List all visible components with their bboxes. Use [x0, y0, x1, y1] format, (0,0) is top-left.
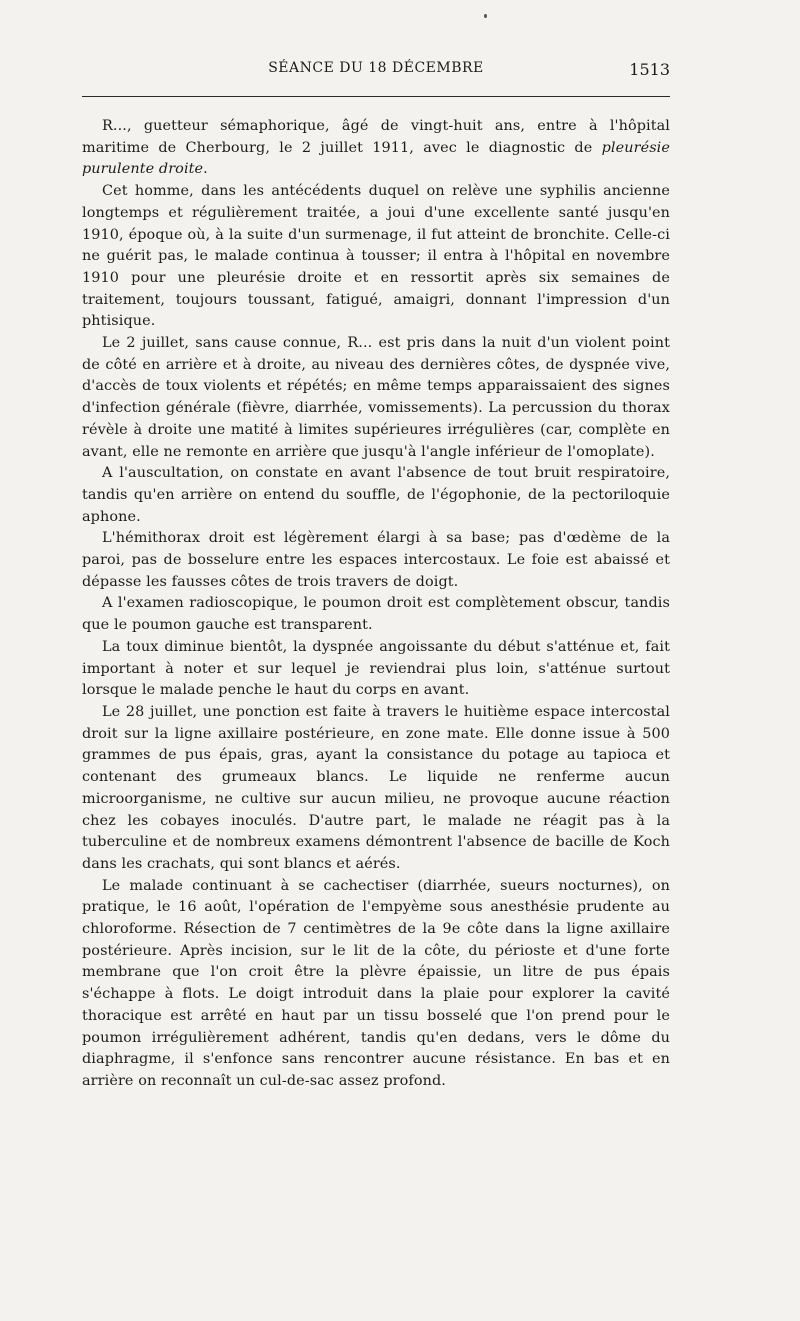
paragraph-4: A l'auscultation, on constate en avant l'absence de tout bruit respiratoire, tandis qu'en arrière on entend du souffle, de l'égophonie, de la pectoriloquie aphone. — [82, 465, 670, 525]
paragraph-2: Cet homme, dans les antécédents duquel on relève une syphilis ancienne longtemps et régulièrement traitée, a joui d'une excellente santé jusqu'en 1910, époque où, à la suite d'un surmenage, il fut atteint de bronchite. Celle-ci ne guérit pas, le malade continua à tousser; il entra à l'hôpital en novembre 1910 pour une pleurésie droite et en ressortit après six semaines de traitement, toujours toussant, fatigué, amaigri, donnant l'impression d'un phtisique. — [82, 183, 670, 330]
paragraph-6: A l'examen radioscopique, le poumon droit est complètement obscur, tandis que le poumon gauche est transparent. — [82, 595, 670, 634]
body-text — [82, 116, 670, 1093]
running-title: SÉANCE DU 18 DÉCEMBRE — [268, 60, 484, 76]
paragraph-1 — [82, 116, 670, 181]
header-rule — [82, 96, 670, 97]
paragraph-5: L'hémithorax droit est légèrement élargi à sa base; pas d'œdème de la paroi, pas de bosselure entre les espaces intercostaux. Le foie est abaissé et dépasse les fausses côtes de trois travers de doigt. — [82, 530, 670, 590]
paragraph-8: Le 28 juillet, une ponction est faite à travers le huitième espace intercostal droit sur la ligne axillaire postérieure, en zone mate. Elle donne issue à 500 grammes de pus épais, gras, ayant la consistance du potage au tapioca et contenant des grumeaux blancs. Le liquide ne renferme aucun microorganisme, ne cultive sur aucun milieu, ne provoque aucune réaction chez les cobayes inoculés. D'autre part, le malade ne réagit pas à la tuberculine et de nombreux examens démontrent l'absence de bacille de Koch dans les crachats, qui sont blancs et aérés. — [82, 703, 670, 872]
document-page — [82, 0, 670, 1321]
page-number: 1513 — [629, 60, 670, 79]
page-header — [82, 60, 670, 82]
paragraph-1-end: . — [203, 161, 208, 178]
paragraph-3: Le 2 juillet, sans cause connue, R... est pris dans la nuit d'un violent point de côté en arrière et à droite, au niveau des dernières côtes, de dyspnée vive, d'accès de toux violents et répétés; en même temps apparaissaient des signes d'infection générale (fièvre, diarrhée, vomissements). La percussion du thorax révèle à droite une matité à limites supérieures irrégulières (car, complète en avant, elle ne remonte en arrière que jusqu'à l'angle inférieur de l'omoplate). — [82, 335, 670, 460]
paragraph-9: Le malade continuant à se cachectiser (diarrhée, sueurs nocturnes), on pratique, le 16 août, l'opération de l'empyème sous anesthésie prudente au chloroforme. Résection de 7 centimètres de la 9e côte dans la ligne axillaire postérieure. Après incision, sur le lit de la côte, du périoste et d'une forte membrane que l'on croit être la plèvre épaissie, un litre de pus épais s'échappe à flots. Le doigt introduit dans la plaie pour explorer la cavité thoracique est arrêté en haut par un tissu bosselé que l'on prend pour le poumon irrégulièrement adhérent, tandis qu'en dedans, vers le dôme du diaphragme, il s'enfonce sans rencontrer aucune résistance. En bas et en arrière on reconnaît un cul-de-sac assez profond. — [82, 877, 670, 1089]
diagnosis-italic: pleurésie purulente droite — [82, 139, 670, 178]
paragraph-7: La toux diminue bientôt, la dyspnée angoissante du début s'atténue et, fait important à noter et sur lequel je reviendrai plus loin, s'atténue surtout lorsque le malade penche le haut du corps en avant. — [82, 638, 670, 699]
paragraph-1-text: R..., guetteur sémaphorique, âgé de vingt-huit ans, entre à l'hôpital maritime de Cherbourg, le 2 juillet 1911, avec le diagnostic de — [82, 118, 670, 156]
print-speck — [484, 14, 487, 18]
